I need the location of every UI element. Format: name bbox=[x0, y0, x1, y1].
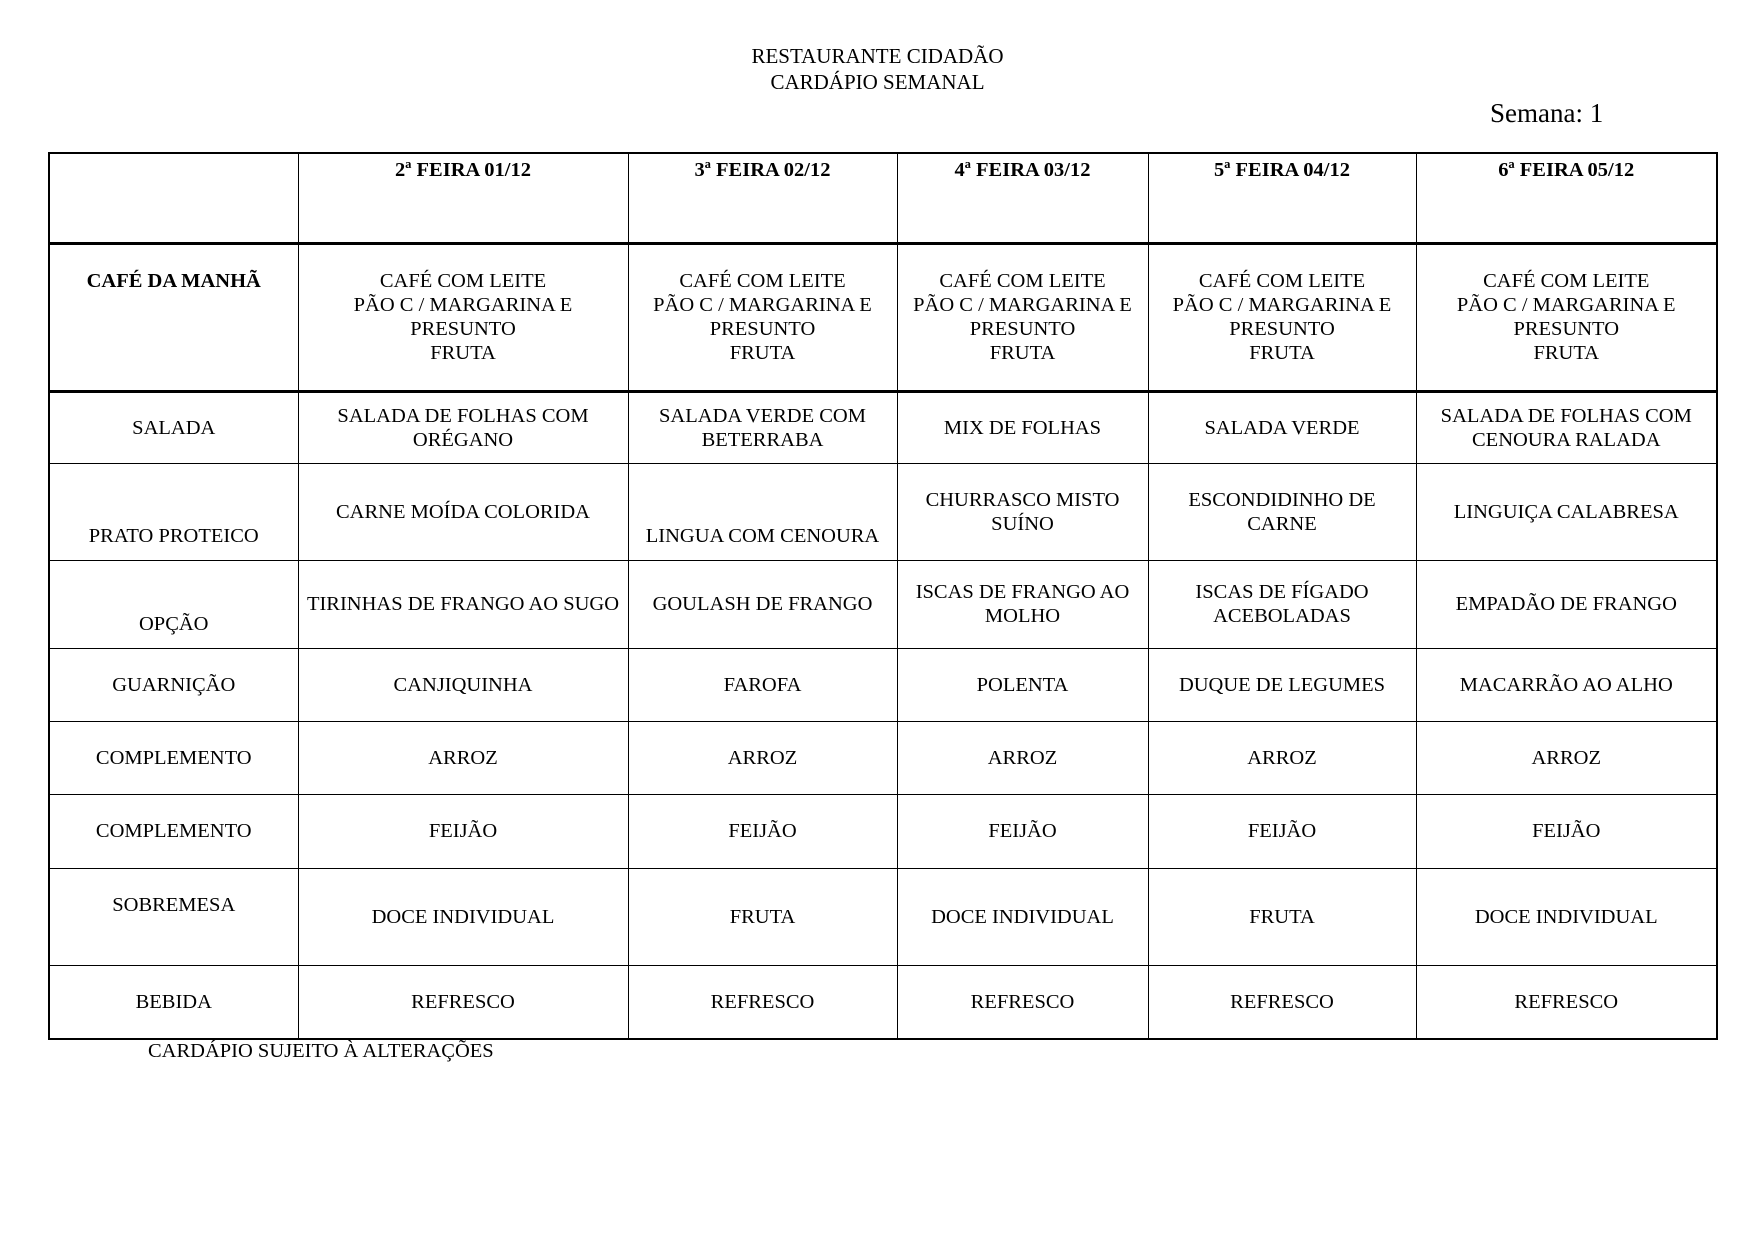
table-row bbox=[49, 463, 1717, 560]
menu-cell: CHURRASCO MISTO SUÍNO bbox=[897, 463, 1148, 560]
menu-cell: CAFÉ COM LEITE PÃO C / MARGARINA E PRESUNTO FRUTA bbox=[897, 243, 1148, 391]
table-row bbox=[49, 560, 1717, 648]
row-label: COMPLEMENTO bbox=[49, 794, 298, 868]
menu-cell: ARROZ bbox=[628, 721, 897, 794]
menu-cell: DOCE INDIVIDUAL bbox=[897, 868, 1148, 965]
menu-cell: SALADA VERDE COM BETERRABA bbox=[628, 391, 897, 463]
menu-cell: FAROFA bbox=[628, 648, 897, 721]
menu-cell: ISCAS DE FÍGADO ACEBOLADAS bbox=[1148, 560, 1416, 648]
day-header: 5ª FEIRA 04/12 bbox=[1148, 153, 1416, 243]
day-header: 4ª FEIRA 03/12 bbox=[897, 153, 1148, 243]
row-label: SOBREMESA bbox=[49, 868, 298, 965]
menu-cell: MIX DE FOLHAS bbox=[897, 391, 1148, 463]
menu-cell: SALADA DE FOLHAS COM ORÉGANO bbox=[298, 391, 628, 463]
menu-cell: CAFÉ COM LEITE PÃO C / MARGARINA E PRESUNTO FRUTA bbox=[298, 243, 628, 391]
menu-cell: FEIJÃO bbox=[1416, 794, 1717, 868]
menu-cell: CAFÉ COM LEITE PÃO C / MARGARINA E PRESUNTO FRUTA bbox=[1148, 243, 1416, 391]
menu-cell: REFRESCO bbox=[897, 965, 1148, 1039]
menu-cell: POLENTA bbox=[897, 648, 1148, 721]
menu-cell: DOCE INDIVIDUAL bbox=[298, 868, 628, 965]
menu-cell: CAFÉ COM LEITE PÃO C / MARGARINA E PRESUNTO FRUTA bbox=[628, 243, 897, 391]
row-label: OPÇÃO bbox=[49, 560, 298, 648]
menu-cell: REFRESCO bbox=[628, 965, 897, 1039]
row-label: CAFÉ DA MANHÃ bbox=[49, 243, 298, 391]
row-label: PRATO PROTEICO bbox=[49, 463, 298, 560]
menu-cell: CARNE MOÍDA COLORIDA bbox=[298, 463, 628, 560]
menu-cell: DOCE INDIVIDUAL bbox=[1416, 868, 1717, 965]
menu-cell: REFRESCO bbox=[1148, 965, 1416, 1039]
table-row bbox=[49, 391, 1717, 463]
menu-cell: ARROZ bbox=[897, 721, 1148, 794]
menu-disclaimer: CARDÁPIO SUJEITO À ALTERAÇÕES bbox=[148, 1040, 494, 1062]
menu-cell: ESCONDIDINHO DE CARNE bbox=[1148, 463, 1416, 560]
table-row bbox=[49, 965, 1717, 1039]
menu-cell: FRUTA bbox=[628, 868, 897, 965]
menu-cell: CANJIQUINHA bbox=[298, 648, 628, 721]
menu-cell: LINGUIÇA CALABRESA bbox=[1416, 463, 1717, 560]
menu-cell: CAFÉ COM LEITE PÃO C / MARGARINA E PRESUNTO FRUTA bbox=[1416, 243, 1717, 391]
table-row bbox=[49, 721, 1717, 794]
table-row bbox=[49, 243, 1717, 391]
menu-cell: ARROZ bbox=[298, 721, 628, 794]
menu-cell: SALADA VERDE bbox=[1148, 391, 1416, 463]
menu-cell: SALADA DE FOLHAS COM CENOURA RALADA bbox=[1416, 391, 1717, 463]
menu-cell: ARROZ bbox=[1416, 721, 1717, 794]
menu-cell: REFRESCO bbox=[1416, 965, 1717, 1039]
restaurant-name: RESTAURANTE CIDADÃO bbox=[751, 44, 1004, 68]
table-row bbox=[49, 794, 1717, 868]
menu-cell: MACARRÃO AO ALHO bbox=[1416, 648, 1717, 721]
day-header: 6ª FEIRA 05/12 bbox=[1416, 153, 1717, 243]
row-label: COMPLEMENTO bbox=[49, 721, 298, 794]
menu-cell: FEIJÃO bbox=[897, 794, 1148, 868]
menu-cell: FEIJÃO bbox=[298, 794, 628, 868]
menu-cell: REFRESCO bbox=[298, 965, 628, 1039]
table-row bbox=[49, 868, 1717, 965]
menu-cell: FRUTA bbox=[1148, 868, 1416, 965]
menu-cell: FEIJÃO bbox=[1148, 794, 1416, 868]
row-label: GUARNIÇÃO bbox=[49, 648, 298, 721]
row-label: SALADA bbox=[49, 391, 298, 463]
table-row bbox=[49, 648, 1717, 721]
menu-cell: FEIJÃO bbox=[628, 794, 897, 868]
day-header: 2ª FEIRA 01/12 bbox=[298, 153, 628, 243]
day-header: 3ª FEIRA 02/12 bbox=[628, 153, 897, 243]
menu-cell: DUQUE DE LEGUMES bbox=[1148, 648, 1416, 721]
menu-cell: GOULASH DE FRANGO bbox=[628, 560, 897, 648]
menu-cell: TIRINHAS DE FRANGO AO SUGO bbox=[298, 560, 628, 648]
corner-cell bbox=[49, 153, 298, 243]
weekly-menu-table bbox=[48, 152, 1718, 1040]
menu-cell: LINGUA COM CENOURA bbox=[628, 463, 897, 560]
week-label: Semana: 1 bbox=[1490, 98, 1604, 128]
menu-cell: ISCAS DE FRANGO AO MOLHO bbox=[897, 560, 1148, 648]
menu-title: CARDÁPIO SEMANAL bbox=[770, 70, 985, 94]
row-label: BEBIDA bbox=[49, 965, 298, 1039]
header-row bbox=[49, 153, 1717, 243]
menu-cell: EMPADÃO DE FRANGO bbox=[1416, 560, 1717, 648]
menu-cell: ARROZ bbox=[1148, 721, 1416, 794]
